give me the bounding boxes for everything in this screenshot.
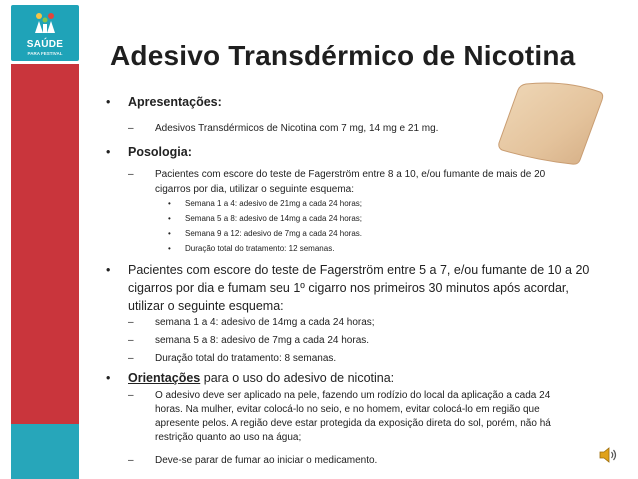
orientacoes-heading: Orientações xyxy=(128,371,201,385)
sidebar xyxy=(0,0,90,479)
saude-logo xyxy=(11,5,79,61)
speaker-icon[interactable] xyxy=(597,444,619,466)
bullet-marker: • xyxy=(106,263,111,277)
bullet-marker: • xyxy=(168,199,171,208)
bullet-marker: • xyxy=(168,229,171,238)
orientacoes-line: O adesivo deve ser aplicado na pele, fazendo um rodízio do local da aplicação a cada 24 xyxy=(155,390,551,401)
slide-title: Adesivo Transdérmico de Nicotina xyxy=(110,40,576,71)
bullet-marker: • xyxy=(168,214,171,223)
family-heart-icon xyxy=(33,11,57,35)
sidebar-red-band xyxy=(11,64,79,424)
schedule-text: Duração total do tratamento: 12 semanas. xyxy=(185,244,335,253)
orientacoes-item2-text: Deve-se parar de fumar ao iniciar o medicamento. xyxy=(155,455,378,466)
schedule-text: Semana 5 a 8: adesivo de 14mg a cada 24 horas; xyxy=(185,214,363,223)
posologia-sub-line2: cigarros por dia, utilizar o seguinte esquema: xyxy=(155,184,354,195)
apresentacoes-heading: Apresentações: xyxy=(128,95,222,109)
orientacoes-line: restrição quanto ao uso na água; xyxy=(155,432,302,443)
dash-marker: – xyxy=(128,353,134,364)
pacientes-line1: Pacientes com escore do teste de Fagerström entre 5 a 7, e/ou fumante de 10 a 20 xyxy=(128,263,590,277)
logo-subtext: PARA FESTIVAL xyxy=(27,51,63,56)
orientacoes-line: horas. Na mulher, evitar colocá-lo no seio, e no homem, evitar colocá-lo em região que xyxy=(155,404,540,415)
apresentacoes-item-text: Adesivos Transdérmicos de Nicotina com 7 mg, 14 mg e 21 mg. xyxy=(155,123,439,134)
schedule-text: Semana 9 a 12: adesivo de 7mg a cada 24 horas. xyxy=(185,229,363,238)
nicotine-patch-image xyxy=(496,80,606,166)
pacientes-item-text: semana 5 a 8: adesivo de 7mg a cada 24 horas. xyxy=(155,335,370,346)
bullet-marker: • xyxy=(168,244,171,253)
pacientes-line3: utilizar o seguinte esquema: xyxy=(128,299,284,313)
posologia-heading: Posologia: xyxy=(128,145,192,159)
dash-marker: – xyxy=(128,390,134,401)
dash-marker: – xyxy=(128,455,134,466)
bullet-marker: • xyxy=(106,371,111,385)
dash-marker: – xyxy=(128,317,134,328)
schedule-text: Semana 1 a 4: adesivo de 21mg a cada 24 horas; xyxy=(185,199,363,208)
pacientes-line2: cigarros por dia e fumam seu 1º cigarro nos primeiros 30 minutos após acordar, xyxy=(128,281,569,295)
logo-text: SAÚDE xyxy=(26,39,64,50)
orientacoes-heading-rest: para o uso do adesivo de nicotina: xyxy=(200,371,395,385)
dash-marker: – xyxy=(128,123,134,134)
bullet-marker: • xyxy=(106,95,111,109)
pacientes-item-text: Duração total do tratamento: 8 semanas. xyxy=(155,353,337,364)
sidebar-teal-band xyxy=(11,424,79,479)
bullet-marker: • xyxy=(106,145,111,159)
pacientes-item-text: semana 1 a 4: adesivo de 14mg a cada 24 horas; xyxy=(155,317,375,328)
posologia-sub-line1: Pacientes com escore do teste de Fagerström entre 8 a 10, e/ou fumante de mais de 20 xyxy=(155,169,546,180)
dash-marker: – xyxy=(128,169,134,180)
dash-marker: – xyxy=(128,335,134,346)
orientacoes-line: apresente pelos. A região deve estar protegida da exposição direta do sol, porém, não há xyxy=(155,418,551,429)
